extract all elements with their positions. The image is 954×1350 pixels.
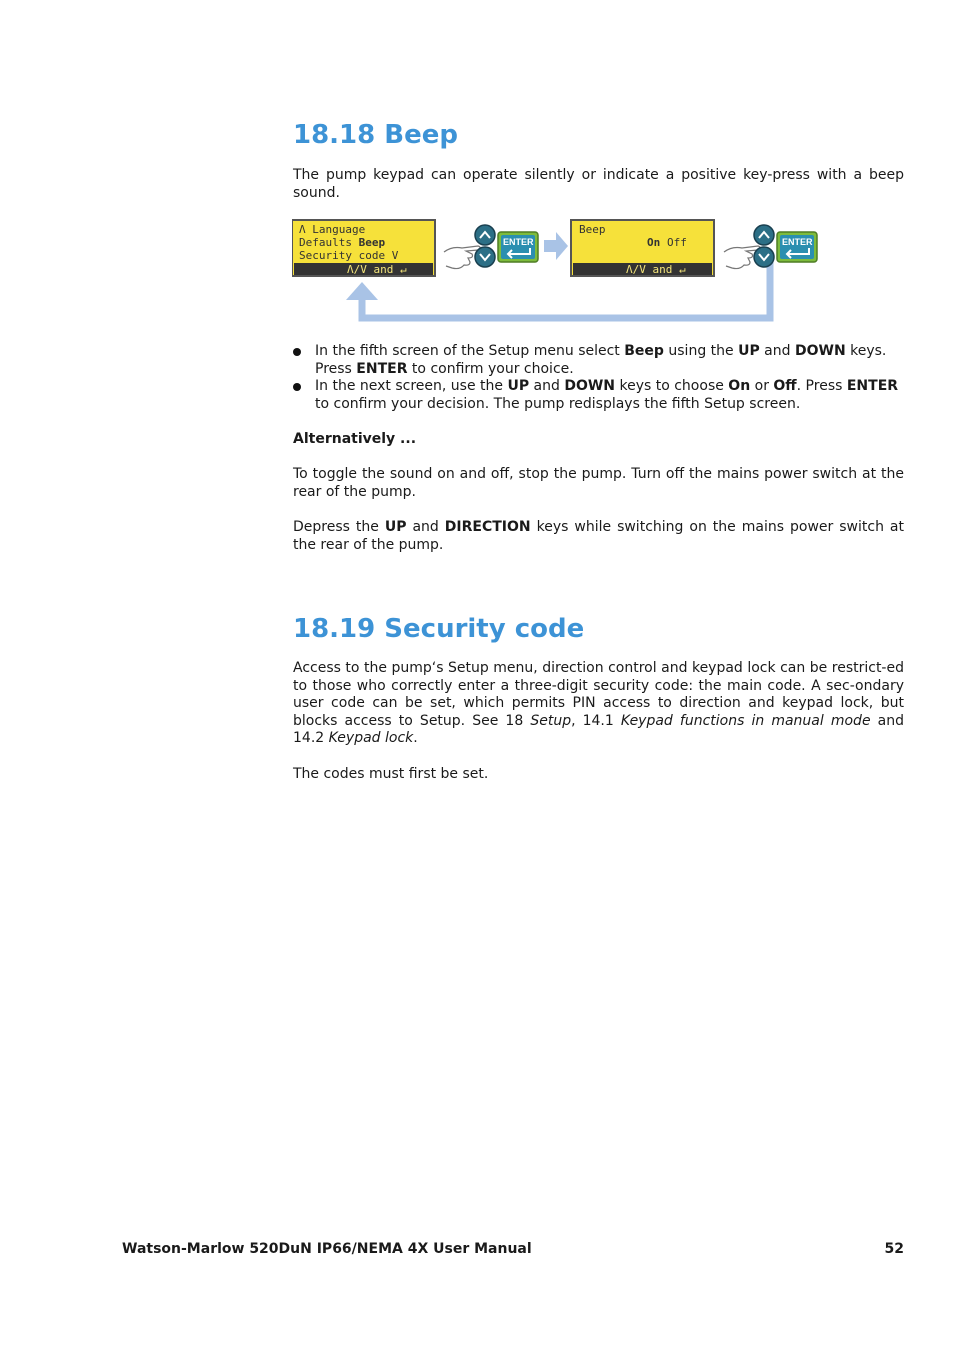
lcd1-line1: Λ Language bbox=[299, 223, 366, 236]
lcd2-option-off: Off bbox=[667, 236, 687, 249]
section-heading-beep: 18.18 Beep bbox=[293, 120, 458, 150]
alt-text-2: Depress the UP and DIRECTION keys while switching on the mains power switch at the rear of the pump. bbox=[293, 519, 904, 553]
bullet-icon bbox=[293, 348, 301, 356]
enter-key-label: ENTER bbox=[503, 237, 534, 247]
bullet-icon bbox=[293, 383, 301, 391]
alt-paragraph-1 bbox=[293, 466, 904, 501]
enter-key bbox=[498, 232, 538, 262]
list-item: In the next screen, use the UP and DOWN keys to choose On or Off. Press ENTER to confirm your decision. The pump redisplays the fifth Setup screen. bbox=[293, 378, 904, 413]
page-number: 52 bbox=[884, 1241, 904, 1257]
security-text-2: The codes must first be set. bbox=[293, 766, 489, 782]
alt-text-1: To toggle the sound on and off, stop the pump. Turn off the mains power switch at the rear of the pump. bbox=[293, 466, 904, 500]
security-paragraph-2 bbox=[293, 766, 904, 784]
lcd1-line3: Security code V bbox=[299, 249, 399, 262]
lcd1-bar: Λ/V and ↵ bbox=[347, 263, 407, 276]
beep-intro bbox=[293, 167, 904, 202]
lcd1-line2: Defaults Beep bbox=[299, 236, 386, 249]
lcd2-option-on: On bbox=[647, 236, 661, 249]
lcd2-line1: Beep bbox=[579, 223, 606, 236]
lcd-screen-setup bbox=[292, 220, 435, 276]
security-text-1: Access to the pump‘s Setup menu, direction control and keypad lock can be restrict-ed to those who correctly enter a three-digit security code: the main code. A sec-ondary user code can be set, which permits PIN access to direction and keypad lock, but blocks access to Setup. See 18 Setup, 14.1 Keypad functions in manual mode and 14.2 Keypad lock. bbox=[293, 660, 904, 746]
forward-arrow-icon bbox=[544, 232, 568, 260]
enter-key-label: ENTER bbox=[782, 237, 813, 247]
lcd2-bar: Λ/V and ↵ bbox=[626, 263, 686, 276]
beep-steps bbox=[293, 343, 904, 413]
beep-diagram bbox=[292, 218, 822, 324]
security-paragraph-1 bbox=[293, 660, 904, 748]
enter-key bbox=[777, 232, 817, 262]
list-item: In the fifth screen of the Setup menu select Beep using the UP and DOWN keys. Press ENTER to confirm your choice. bbox=[293, 343, 904, 378]
alt-paragraph-2 bbox=[293, 519, 904, 554]
footer-title: Watson-Marlow 520DuN IP66/NEMA 4X User Manual bbox=[122, 1241, 532, 1257]
alternatively-heading: Alternatively ... bbox=[293, 431, 417, 447]
alt-heading bbox=[293, 431, 904, 449]
lcd-screen-beep bbox=[571, 220, 714, 276]
section-heading-security: 18.19 Security code bbox=[293, 614, 585, 644]
beep-intro-text: The pump keypad can operate silently or indicate a positive key-press with a beep sound. bbox=[293, 167, 904, 201]
